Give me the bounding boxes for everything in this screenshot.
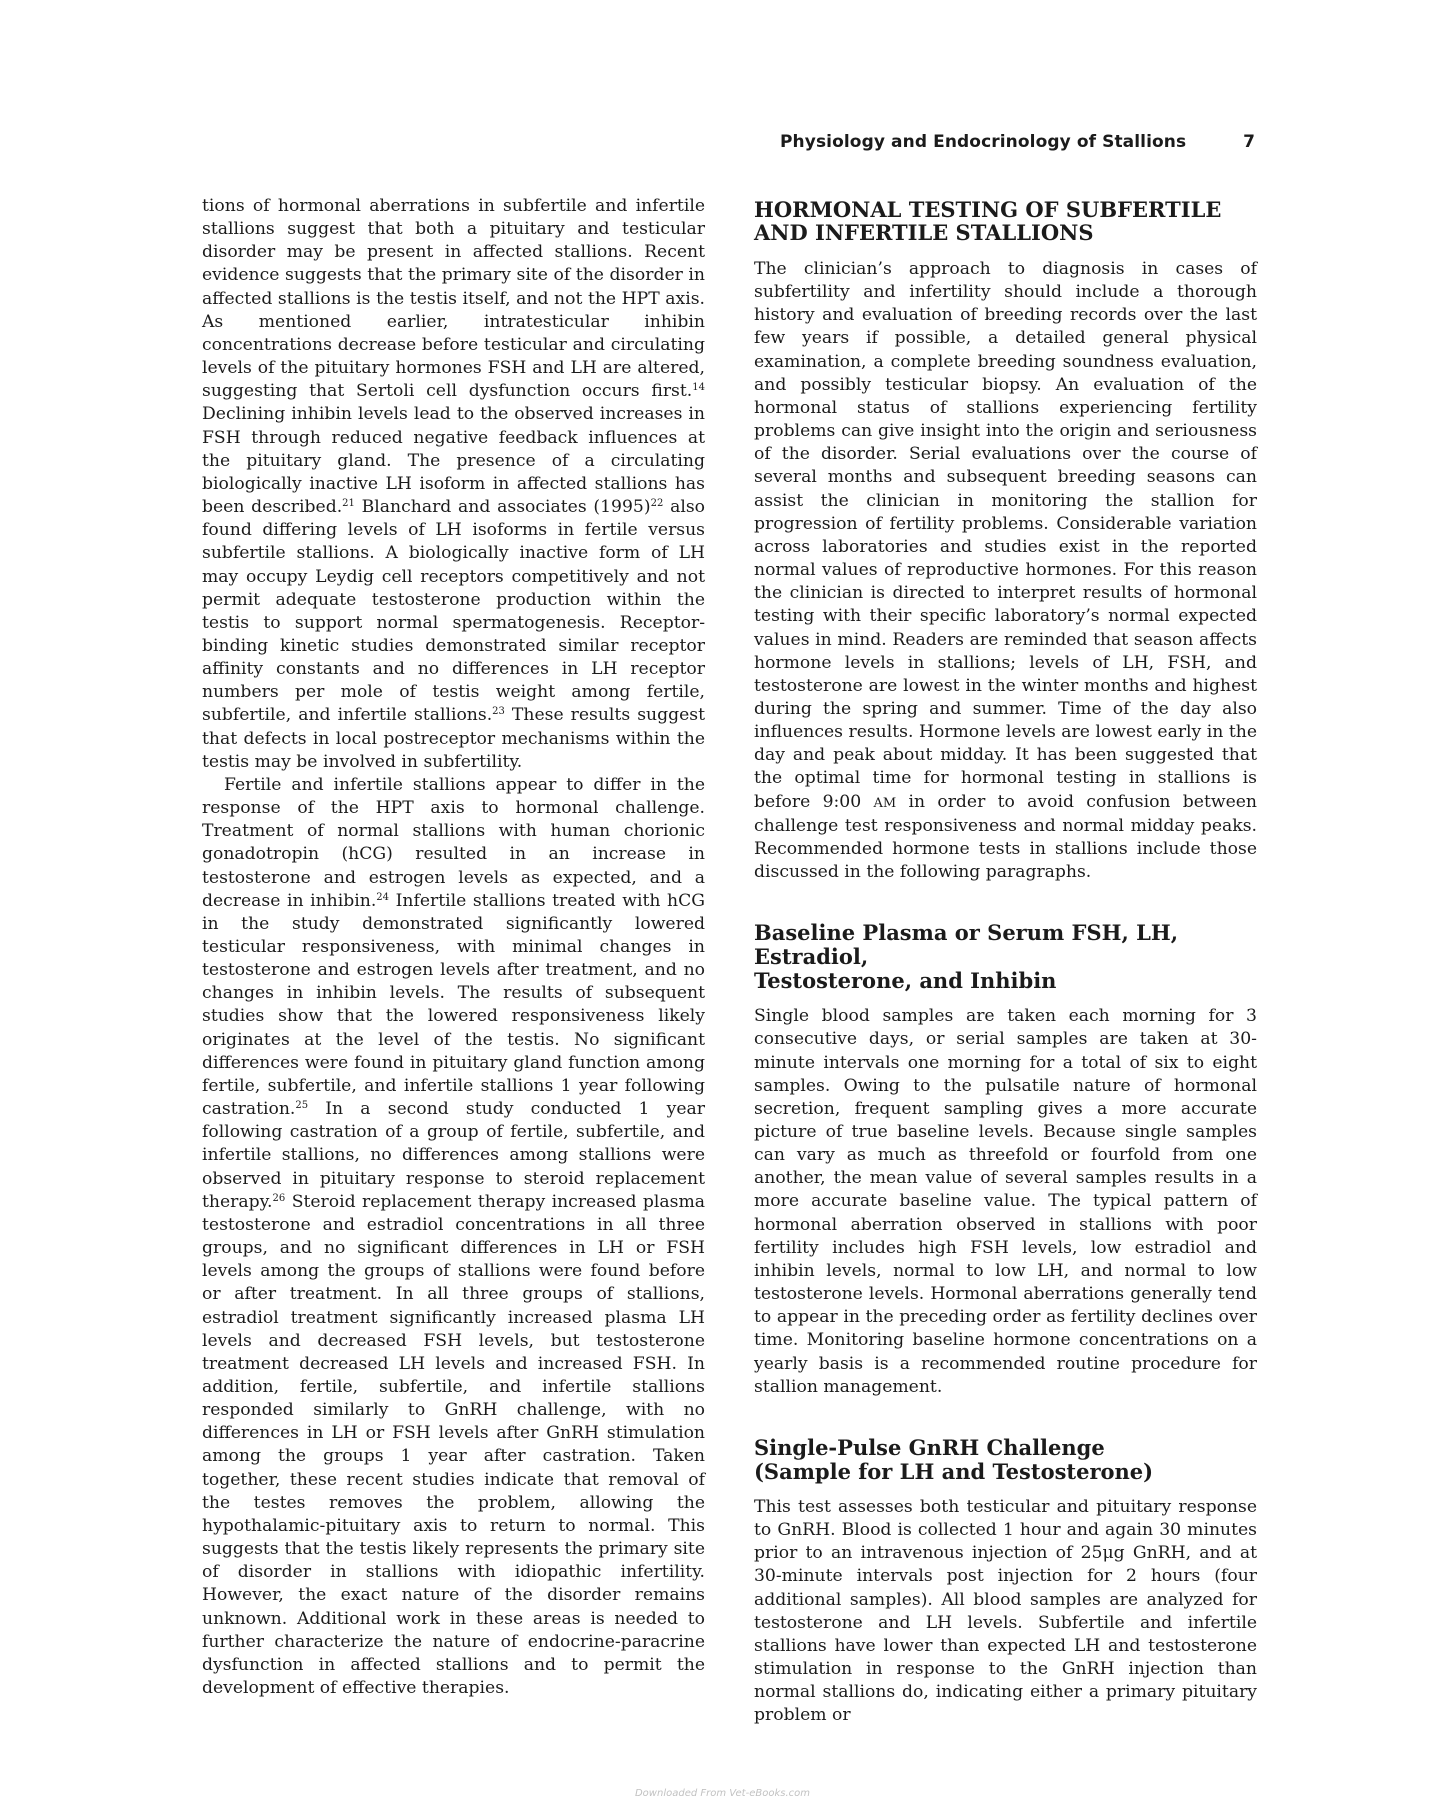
page-number: 7 — [1243, 132, 1255, 152]
reference-marker: 22 — [650, 498, 664, 510]
text-run: Fertile and infertile stallions appear to differ in the response of the HPT axis to hormonal challenge. Treatment of normal stallions with human chorionic gonadotropin (hCG) resulted in an increase in testosterone and estrogen levels as expected, and a decrease in inhibin. — [202, 774, 705, 911]
subheading-line: Baseline Plasma or Serum FSH, LH, Estradiol, — [754, 920, 1178, 970]
reference-marker: 24 — [376, 891, 390, 903]
left-paragraph-2 — [202, 774, 705, 1700]
text-run: Infertile stallions treated with hCG in the study demonstrated significantly lowered testicular responsiveness, with minimal changes in testosterone and estrogen levels after treatment, and no changes in inhibin levels. The results of subsequent studies show that the lowered responsiveness likely originates at the level of the testis. No significant differences were found in pituitary gland function among fertile, subfertile, and infertile stallions 1 year following castration. — [202, 890, 705, 1120]
text-run: tions of hormonal aberrations in subfertile and infertile stallions suggest that both a pituitary and testicular disorder may be present in affected stallions. Recent evidence suggests that the primary site of the disorder in affected stallions is the testis itself, and not the HPT axis. As mentioned earlier, intratesticular inhibin concentrations decrease before testicular and circulating levels of the pituitary hormones FSH and LH are altered, suggesting that Sertoli cell dysfunction occurs first. — [202, 196, 705, 402]
left-paragraph-1 — [202, 195, 705, 774]
running-title: Physiology and Endocrinology of Stallions — [780, 132, 1187, 152]
text-run: These results suggest that defects in local postreceptor mechanisms within the testis may be involved in subfertility. — [202, 705, 705, 772]
text-run: Blanchard and associates (1995) — [354, 497, 651, 518]
section-heading: HORMONAL TESTING OF SUBFERTILE AND INFERTILE STALLIONS — [754, 197, 1222, 245]
text-run: in order to avoid confusion between challenge test responsiveness and normal midday peaks. Recommended hormone tests in stallions include those discussed in the following paragraphs. — [754, 791, 1257, 883]
right-column — [754, 195, 1257, 1727]
small-caps-am: AM — [873, 795, 897, 811]
subheading-baseline-plasma — [754, 921, 1257, 993]
text-run: Declining inhibin levels lead to the observed increases in FSH through reduced negative feedback influences at the pituitary gland. The presence of a circulating biologically inactive LH isoform in affected stallions has been described. — [202, 404, 705, 518]
subheading-line: Testosterone, and Inhibin — [754, 968, 1057, 994]
reference-marker: 25 — [295, 1100, 309, 1112]
reference-marker: 23 — [492, 706, 505, 718]
reference-marker: 14 — [692, 382, 705, 394]
text-run: also found differing levels of LH isoforms in fertile versus subfertile stallions. A biologically inactive form of LH may occupy Leydig cell receptors competitively and not permit adequate testosterone production within the testis to support normal spermatogenesis. Receptor-binding kinetic studies demonstrated similar receptor affinity constants and no differences in LH receptor numbers per mole of testis weight among fertile, subfertile, and infertile stallions. — [202, 497, 705, 726]
text-run: The clinician’s approach to diagnosis in cases of subfertility and infertility should include a thorough history and evaluation of breeding records over the last few years if possible, a detailed general physical examination, a complete breeding soundness evaluation, and possibly testicular biopsy. An evaluation of the hormonal status of stallions experiencing fertility problems can give insight into the origin and seriousness of the disorder. Serial evaluations over the course of several months and subsequent breeding seasons can assist the clinician in monitoring the stallion for progression of fertility problems. Considerable variation across laboratories and studies exist in the reported normal values of reproductive hormones. For this reason the clinician is directed to interpret results of hormonal testing with their specific laboratory’s normal expected values in mind. Readers are reminded that season affects hormone levels in stallions; levels of LH, FSH, and testosterone are lowest in the winter months and highest during the spring and summer. Time of the day also influences results. Hormone levels are lowest early in the day and peak about midday. It has been suggested that the optimal time for hormonal testing in stallions is before 9:00 — [754, 259, 1257, 812]
right-paragraph-1 — [754, 258, 1257, 884]
text-run: Steroid replacement therapy increased plasma testosterone and estradiol concentrations in all three groups, and no significant differences in LH or FSH levels among the groups of stallions were found before or after treatment. In all three groups of stallions, estradiol treatment significantly increased plasma LH levels and decreased FSH levels, but testosterone treatment decreased LH levels and increased FSH. In addition, fertile, subfertile, and infertile stallions responded similarly to GnRH challenge, with no differences in LH or FSH levels after GnRH stimulation among the groups 1 year after castration. Taken together, these recent studies indicate that removal of the testes removes the problem, allowing the hypothalamic-pituitary axis to return to normal. This suggests that the testis likely represents the primary site of disorder in stallions with idiopathic infertility. However, the exact nature of the disorder remains unknown. Additional work in these areas is needed to further characterize the nature of endocrine-paracrine dysfunction in affected stallions and to permit the development of effective therapies. — [202, 1191, 705, 1698]
reference-marker: 21 — [342, 498, 355, 510]
right-paragraph-2: Single blood samples are taken each morning for 3 consecutive days, or serial samples are taken at 30-minute intervals one morning for a total of six to eight samples. Owing to the pulsatile nature of hormonal secretion, frequent sampling gives a more accurate picture of true baseline levels. Because single samples can vary as much as threefold or fourfold from one another, the mean value of several samples results in a more accurate baseline value. The typical pattern of hormonal aberration observed in stallions with poor fertility includes high FSH levels, low estradiol and inhibin levels, normal to low LH, and normal to low testosterone levels. Hormonal aberrations generally tend to appear in the preceding order as fertility declines over time. Monitoring baseline hormone concentrations on a yearly basis is a recommended routine procedure for stallion management. — [754, 1006, 1257, 1397]
subheading-line: (Sample for LH and Testosterone) — [754, 1458, 1154, 1484]
running-header — [780, 132, 1255, 152]
footer-watermark: Downloaded From Vet-eBooks.com — [634, 1788, 810, 1799]
text-run: In a second study conducted 1 year following castration of a group of fertile, subfertile, and infertile stallions, no differences among stallions were observed in pituitary response to steroid replacement therapy. — [202, 1099, 705, 1212]
right-paragraph-3: This test assesses both testicular and pituitary response to GnRH. Blood is collected 1 hour and again 30 minutes prior to an intravenous injection of 25μg GnRH, and at 30-minute intervals post injection for 2 hours (four additional samples). All blood samples are analyzed for testosterone and LH levels. Subfertile and infertile stallions have lower than expected LH and testosterone stimulation in response to the GnRH injection than normal stallions do, indicating either a primary pituitary problem or — [754, 1496, 1257, 1726]
subheading-line: Single-Pulse GnRH Challenge — [754, 1434, 1105, 1460]
subheading-gnrh-challenge — [754, 1436, 1257, 1484]
reference-marker: 26 — [272, 1192, 286, 1204]
left-column — [202, 195, 705, 1700]
